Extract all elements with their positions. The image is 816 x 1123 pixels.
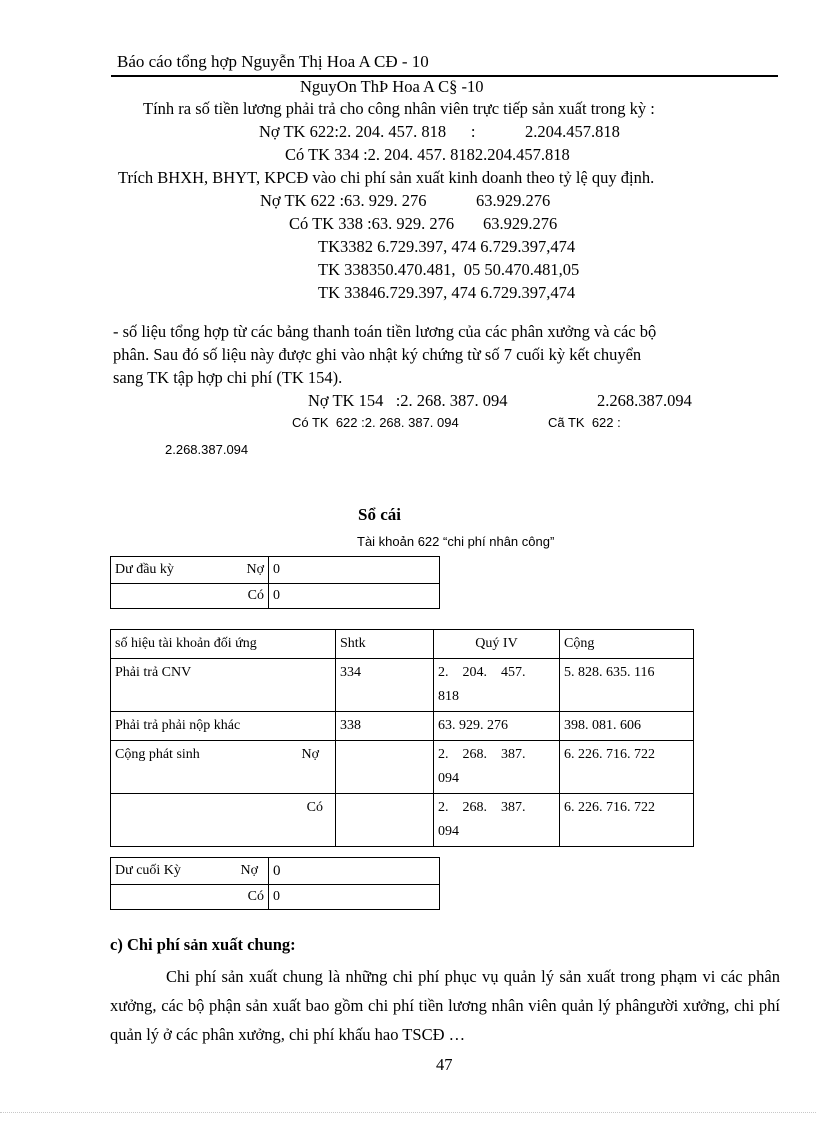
table-row [111, 659, 694, 712]
row-q4-line-1: 2. 268. 387. [438, 800, 526, 815]
row-q4-line-2: 094 [438, 771, 459, 786]
summary-para-line-2: phân. Sau đó số liệu này được ghi vào nhật ký chứng từ số 7 cuối kỳ kết chuyển [113, 345, 642, 364]
entry-credit-334: Có TK 334 :2. 204. 457. 8182.204.457.818 [285, 145, 570, 164]
opening-credit-row [111, 584, 440, 609]
entry-debit-154: Nợ TK 154 :2. 268. 387. 094 [308, 391, 508, 410]
row-q4-line-1: 2. 268. 387. [438, 747, 526, 762]
closing-debit-label: Nợ [240, 863, 258, 878]
row-q4 [434, 794, 560, 847]
opening-balance-label: Dư đầu kỳ [115, 562, 174, 577]
page-number: 47 [436, 1055, 453, 1074]
row-shtk: 334 [336, 659, 434, 712]
row-total: 6. 226. 716. 722 [560, 794, 694, 847]
row-side-credit: Có [111, 794, 336, 847]
entry-debit-154-value: 2.268.387.094 [597, 391, 692, 410]
closing-credit-label: Có [111, 885, 269, 910]
row-q4: 63. 929. 276 [434, 712, 560, 741]
row-side-debit: Nợ [301, 747, 319, 762]
table-row [111, 741, 694, 794]
row-name: Phải trả CNV [111, 659, 336, 712]
ledger-header-row [111, 630, 694, 659]
row-q4-line-2: 818 [438, 689, 459, 704]
entry-debit-622-insurance: Nợ TK 622 :63. 929. 276 63.929.276 [260, 191, 551, 210]
footer-divider [0, 1112, 816, 1113]
garbled-author-line: NguyOn ThÞ Hoa A C§ -10 [300, 77, 484, 96]
col-header-q4: Quý IV [434, 630, 560, 659]
row-name: Cộng phát sinh [115, 747, 200, 762]
opening-debit-value: 0 [269, 557, 440, 584]
opening-debit-row [111, 557, 440, 584]
closing-debit-value: 0 [269, 858, 440, 885]
general-costs-paragraph: Chi phí sản xuất chung là những chi phí phục vụ quản lý sản xuất trong phạm vi các phân xưởng, các bộ phận sản xuất bao gồm chi phí tiền lương nhân viên quản lý phângười xưởng, chi phí quản lý ở các phân xưởng, chi phí khấu hao TSCĐ … [110, 967, 780, 1044]
closing-debit-row [111, 858, 440, 885]
entry-debit-622: Nợ TK 622:2. 204. 457. 818 : 2.204.457.818 [259, 122, 620, 141]
entry-tk3382: TK3382 6.729.397, 474 6.729.397,474 [318, 237, 576, 256]
insurance-intro: Trích BHXH, BHYT, KPCĐ vào chi phí sản xuất kinh doanh theo tỷ lệ quy định. [118, 168, 655, 187]
col-header-shtk: Shtk [336, 630, 434, 659]
entry-credit-338: Có TK 338 :63. 929. 276 63.929.276 [289, 214, 558, 233]
opening-balance-table [110, 556, 440, 609]
document-header: Báo cáo tổng hợp Nguyễn Thị Hoa A CĐ - 10 [117, 52, 429, 71]
closing-credit-row [111, 885, 440, 910]
ledger-title: Sổ cái [358, 505, 401, 524]
closing-balance-table [110, 857, 440, 910]
row-q4-line-2: 094 [438, 824, 459, 839]
row-shtk [336, 741, 434, 794]
closing-debit-label-cell [111, 858, 269, 885]
opening-debit-label-cell [111, 557, 269, 584]
row-shtk: 338 [336, 712, 434, 741]
table-row [111, 712, 694, 741]
entry-credit-622-right: Cã TK 622 : [548, 415, 621, 430]
row-total: 6. 226. 716. 722 [560, 741, 694, 794]
row-name: Phải trả phải nộp khác [111, 712, 336, 741]
summary-para-line-3: sang TK tập hợp chi phí (TK 154). [113, 368, 343, 387]
opening-credit-label: Có [111, 584, 269, 609]
closing-credit-value: 0 [269, 885, 440, 910]
closing-balance-label: Dư cuối Kỳ [115, 863, 181, 878]
salary-intro: Tính ra số tiền lương phải trả cho công nhân viên trực tiếp sản xuất trong kỳ : [143, 99, 655, 118]
row-shtk [336, 794, 434, 847]
entry-total-value: 2.268.387.094 [165, 442, 249, 457]
opening-credit-value: 0 [269, 584, 440, 609]
table-row [111, 794, 694, 847]
row-total: 5. 828. 635. 116 [560, 659, 694, 712]
col-header-total: Cộng [560, 630, 694, 659]
ledger-subtitle: Tài khoản 622 “chi phí nhân công” [357, 534, 555, 549]
summary-para-line-1: - số liệu tổng hợp từ các bảng thanh toán tiền lương của các phân xưởng và các bộ [113, 322, 657, 341]
row-total: 398. 081. 606 [560, 712, 694, 741]
col-header-account: số hiệu tài khoản đối ứng [111, 630, 336, 659]
row-name-cell [111, 741, 336, 794]
row-q4 [434, 659, 560, 712]
row-q4 [434, 741, 560, 794]
entry-credit-622: Có TK 622 :2. 268. 387. 094 [292, 415, 459, 430]
opening-debit-label: Nợ [246, 562, 264, 577]
ledger-table [110, 629, 694, 847]
entry-tk3384: TK 33846.729.397, 474 6.729.397,474 [318, 283, 576, 302]
row-q4-line-1: 2. 204. 457. [438, 665, 526, 680]
section-heading-general-costs: c) Chi phí sản xuất chung: [110, 935, 296, 954]
entry-tk3383: TK 338350.470.481, 05 50.470.481,05 [318, 260, 580, 279]
